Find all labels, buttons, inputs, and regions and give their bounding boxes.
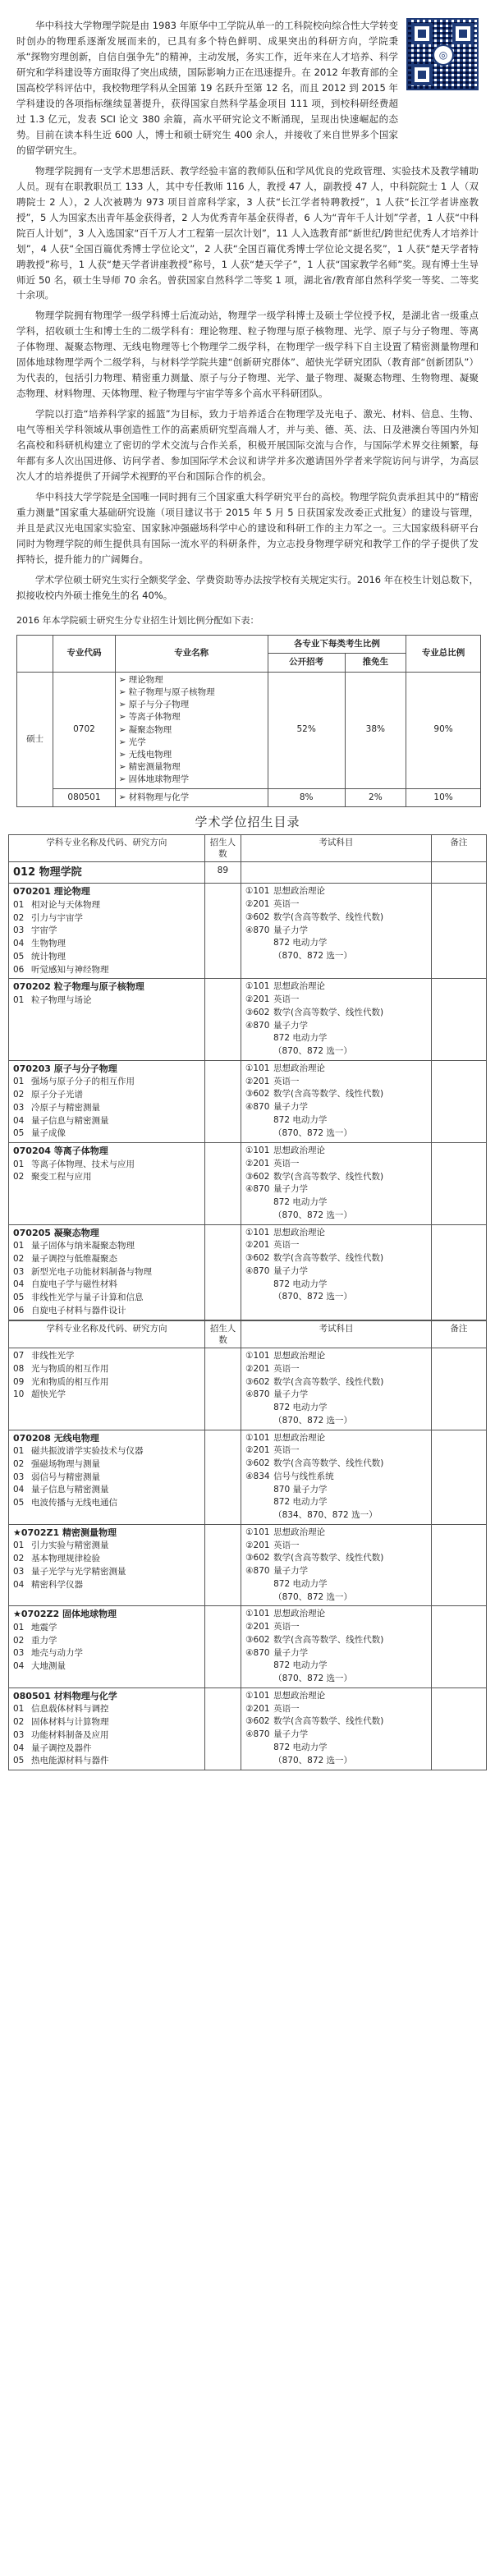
exam-subject: 872 电动力学 (273, 1197, 328, 1208)
exam-subject: ①101 思想政治理论 (245, 886, 325, 897)
subject-title: 070204 等离子体物理 (13, 1146, 108, 1157)
quota-header-code: 专业代码 (53, 636, 115, 673)
exam-subject: （870、872 选一） (273, 1210, 352, 1220)
exam-subject: （870、872 选一） (273, 1127, 352, 1138)
exam-subject: ③602 数学(含高等数学、线性代数) (245, 1716, 384, 1727)
exam-subject: ③602 数学(含高等数学、线性代数) (245, 1553, 384, 1564)
subject-title: 070201 理论物理 (13, 886, 90, 898)
exam-subject: ①101 思想政治理论 (245, 1527, 326, 1537)
exam-subject: ①101 思想政治理论 (245, 1063, 325, 1073)
catalog-subject-row (9, 1060, 487, 1142)
intro-paragraph: 物理学院拥有一支学术思想活跃、教学经验丰富的教师队伍和学风优良的党政管理、实验技术及教学辅助人员。现有在职教职员工 133 人，其中专任教师 116 人，教授 47 人，副教授 47 人，中科院院士 1 人（双聘院士 2 人），2 人次被聘为 973 项目首席科学家，3 人获“长江学者特聘教授”，1 人获“长江学者讲座教授”，5 人为国家杰出青年基金获得者，2 人为优秀青年基金获得者，6 人为“青年千人计划”学者，1 人获“中科院百人计划”，3 人入选国家“百千万人才工程第一层次计划”，11 人入选教育部“新世纪/跨世纪优秀人才培养计划”，4 人获“全国百篇优秀博士学位论文”，2 人获“全国百篇优秀博士学位论文提名奖”，1 人获“楚天学者特聘教授”称号，1 人获“楚天学者讲座教授”称号，1 人获“楚天学子”，1 人获“国家教学名师”奖。现有博士生导师近 50 名，硕士生导师 70 余名。曾获国家自然科学二等奖 1 项，湖北省/教育部自然科学奖一等奖、二等奖十余项。 (16, 164, 479, 301)
quota-header-recommend: 推免生 (345, 654, 406, 672)
research-direction: 05 量子成像 (13, 1128, 66, 1139)
remark-cell (431, 1524, 486, 1606)
exam-subject: 872 电动力学 (273, 938, 328, 948)
intro-paragraph: 物理学院拥有物理学一级学科博士后流动站，物理学一级学科博士及硕士学位授予权，是湖北省一级重点学科，招收硕士生和博士生的二级学科有：理论物理、粒子物理与原子核物理、光学、原子与分子物理、等离子体物理、凝聚态物理、无线电物理等七个物理学二级学科，在物理学一级学科下自主设置了精密测量物理和固体地球物理学两个二级学科，与材料学学院共建“创新研究群体”、超快光学研究团队（教育部“创新团队”）为代表的，包括引力物理、精密重力测量、原子与分子物理、光学、量子物理、凝聚态物理、生物物理、凝聚态物理、材料物理、天体物理、粒子物理与宇宙学等多个高水平科研团队。 (16, 310, 479, 400)
exam-subject: ①101 思想政治理论 (245, 1690, 326, 1701)
catalog-header-exam: 考试科目 (241, 834, 431, 861)
catalog-header-exam: 考试科目 (241, 1320, 432, 1348)
research-direction: 04 量子信息与精密测量 (13, 1115, 109, 1126)
quota-recommend: 38% (345, 672, 406, 788)
intro-paragraph: 华中科技大学学院是全国唯一同时拥有三个国家重大科学研究平台的高校。物理学院负责承担其中的“精密重力测量”国家重大基础研究设施（项目建议书于 2015 年 5 月 5 日获国家发改委正式批复）的建设与管理，并且是武汉光电国家实验室、国家脉冲强磁场科学中心的建设和科研工作的主力军之一。三大国家级科研平台同时为物理学院的师生提供具有国际一流水平的科研条件，为立志投身物理学研究和教学工作的学子提供了发挥特长，提升能力的广阔舞台。 (16, 491, 479, 565)
research-direction: 07 非线性光学 (13, 1351, 75, 1361)
research-direction: 02 强磁场物理与测量 (13, 1458, 100, 1469)
exam-subject: （870、872 选一） (273, 1674, 353, 1684)
exam-subject: （870、872 选一） (273, 1755, 353, 1766)
catalog-header-quota: 招生人数 (204, 834, 241, 861)
research-direction: 02 引力与宇宙学 (13, 912, 83, 923)
research-direction: 03 新型光电子功能材料制备与物理 (13, 1266, 152, 1277)
research-direction: 04 生物物理 (13, 939, 66, 949)
intro-body (0, 163, 495, 604)
catalog-title: 学术学位招生目录 (195, 814, 300, 829)
exam-subject: ①101 思想政治理论 (245, 1227, 325, 1237)
exam-subjects-cell (241, 1224, 431, 1320)
exam-subject: ④870 量子力学 (245, 925, 308, 935)
subject-cell (9, 1143, 205, 1225)
subject-title: ★0702Z2 固体地球物理 (13, 1609, 117, 1620)
exam-subject: ①101 思想政治理论 (245, 1432, 326, 1443)
remark-cell (431, 1687, 486, 1770)
exam-subject: 872 电动力学 (273, 1660, 328, 1671)
research-direction: 06 自旋电子材料与器件设计 (13, 1305, 126, 1316)
catalog-header-remark: 备注 (431, 1320, 486, 1348)
exam-subject: ②201 英语一 (245, 1703, 300, 1714)
subject-title: 070203 原子与分子物理 (13, 1063, 117, 1074)
quota-caption: 2016 年本学院硕士研究生分专业招生计划比例分配如下表： (16, 614, 259, 626)
subject-cell (9, 1687, 205, 1770)
catalog-table (8, 834, 487, 1320)
quota-open: 8% (268, 788, 345, 806)
exam-subjects-cell (241, 1430, 432, 1524)
exam-subject: 872 电动力学 (273, 1114, 328, 1125)
subject-cell (9, 1606, 205, 1688)
research-direction: 01 信息载体材料与调控 (13, 1704, 109, 1715)
quota-table (16, 635, 481, 807)
research-direction: 01 引力实验与精密测量 (13, 1541, 109, 1551)
exam-subject: ②201 英语一 (245, 1240, 300, 1251)
subject-cell (9, 884, 205, 979)
catalog-subject-row (9, 1524, 487, 1606)
exam-subject: ③602 数学(含高等数学、线性代数) (245, 1253, 384, 1264)
subject-cell (9, 979, 205, 1061)
exam-subjects-cell (241, 1687, 432, 1770)
department-quota: 89 (204, 862, 241, 884)
exam-subject: （870、872 选一） (273, 1415, 353, 1426)
department-name: 012 物理学院 (9, 862, 205, 884)
research-direction: 02 固体材料与计算物理 (13, 1717, 109, 1728)
research-direction: 01 量子固体与纳米凝聚态物理 (13, 1241, 135, 1251)
exam-subject: ①101 思想政治理论 (245, 1609, 326, 1619)
subject-cell (9, 1524, 205, 1606)
school-logo-icon: ◎ (433, 44, 454, 66)
exam-subject: ②201 英语一 (245, 994, 300, 1005)
research-direction: 08 光与物质的相互作用 (13, 1363, 109, 1374)
research-direction: 05 热电能源材料与器件 (13, 1756, 109, 1766)
research-direction: 04 量子调控及器件 (13, 1743, 92, 1753)
quota-header-open: 公开招考 (268, 654, 345, 672)
quota-open: 52% (268, 672, 345, 788)
exam-subjects-cell (241, 1348, 432, 1430)
exam-subject: ④834 信号与线性系统 (245, 1471, 334, 1481)
research-direction: 04 大地测量 (13, 1661, 66, 1672)
exam-subject: ②201 英语一 (245, 1622, 300, 1632)
exam-subject: （870、872 选一） (273, 1591, 353, 1602)
remark-cell (431, 1606, 486, 1688)
exam-subject: ③602 数学(含高等数学、线性代数) (245, 1089, 384, 1100)
intro-paragraph: 学院以打造“培养科学家的摇篮”为目标，致力于培养适合在物理学及光电子、激光、材料、信息、生物、电气等相关学科领域从事创造性工作的高素质研究型高端人才，并与美、德、英、法、日及港澳台等国内外知名高校和科研机构建立了密切的学术交流与合作关系，积极开展国际交流与合作，与国际学术界交往频繁，每年都有多人次出国进修、访问学者、参加国际学术会议和讲学并多次邀请国外学者来学院访问与讲学，为高层次人才的培养提供了开阔学术视野的平台和国际合作的机会。 (16, 408, 479, 483)
research-direction: 01 磁共振波谱学实验技术与仪器 (13, 1446, 144, 1457)
exam-subject: ③602 数学(含高等数学、线性代数) (245, 1376, 384, 1387)
exam-subject: ④870 量子力学 (245, 1265, 308, 1276)
exam-subject: 872 电动力学 (273, 1279, 328, 1289)
research-direction: 01 地震学 (13, 1622, 57, 1632)
subject-cell (9, 1348, 205, 1430)
exam-subject: ①101 思想政治理论 (245, 981, 325, 992)
research-direction: 02 基本物理规律检验 (13, 1554, 100, 1564)
intro-first-paragraph-box (16, 18, 406, 158)
quota-row (17, 788, 481, 806)
research-direction: 02 重力学 (13, 1635, 57, 1646)
exam-subject: ②201 英语一 (245, 1076, 300, 1086)
exam-subjects-cell (241, 1143, 431, 1225)
quota-code: 080501 (53, 788, 115, 806)
research-direction: 03 地壳与动力学 (13, 1648, 83, 1659)
research-direction: 04 精密科学仪器 (13, 1579, 83, 1590)
quota-directions: ➢ 理论物理 ➢ 粒子物理与原子核物理 ➢ 原子与分子物理 ➢ 等离子体物理 ➢ 凝聚态物理 ➢ 光学 ➢ 无线电物理 ➢ 精密测量物理 ➢ 固体地球物理学 (115, 672, 268, 788)
subject-cell (9, 1430, 205, 1524)
exam-subject: 872 电动力学 (273, 1578, 328, 1589)
exam-subject: ④870 量子力学 (245, 1566, 309, 1577)
remark-cell (431, 1143, 486, 1225)
catalog-subject-row (9, 1430, 487, 1524)
exam-subject: ④870 量子力学 (245, 1102, 308, 1113)
catalog-table-continued (8, 1320, 487, 1770)
qr-code-icon (406, 18, 479, 90)
exam-subject: ③602 数学(含高等数学、线性代数) (245, 1007, 384, 1017)
catalog-subject-row (9, 1348, 487, 1430)
catalog-header-remark: 备注 (431, 834, 486, 861)
exam-subject: ④870 量子力学 (245, 1184, 308, 1195)
quota-category: 硕士 (17, 672, 53, 806)
exam-subject: 872 电动力学 (273, 1033, 328, 1044)
research-direction: 01 相对论与天体物理 (13, 899, 100, 910)
research-direction: 04 量子信息与精密测量 (13, 1485, 109, 1495)
research-direction: 01 粒子物理与场论 (13, 994, 92, 1005)
exam-subject: ③602 数学(含高等数学、线性代数) (245, 911, 384, 922)
exam-subject: ②201 英语一 (245, 899, 300, 910)
catalog-header-quota: 招生人数 (205, 1320, 241, 1348)
exam-subject: 872 电动力学 (273, 1497, 328, 1508)
exam-subjects-cell (241, 1524, 432, 1606)
catalog-department-row (9, 862, 487, 884)
exam-subject: （870、872 选一） (273, 1046, 352, 1057)
exam-subject: ②201 英语一 (245, 1445, 300, 1456)
research-direction: 01 等离子体物理、技术与应用 (13, 1159, 135, 1169)
remark-cell (431, 1348, 486, 1430)
intro-paragraph: 华中科技大学物理学院是由 1983 年原华中工学院从单一的工科院校向综合性大学转变时创办的物理系逐渐发展而来的，已具有多个特色鲜明、成果突出的科研方向，学院秉承“探物穷理创新，自信自强争先”的精神，主动发展，务实工作，近年来在人才培养、科学研究和学科建设等方面取得了突出成绩，国际影响力正在迅速提升。在 2012 年教育部的全国高校学科评估中，我校物理学科从全国第 19 名跃升至第 12 名，而且 2012 到 2015 年学科建设的各项指标继续显著提升，获得国家自然科学基金项目 111 项，到校科研经费超过 1.3 亿元，发表 SCI 论文 380 余篇，高水平研究论文不断涌现，呈现出快速崛起的态势。目前在读本科生近 600 人，博士和硕士研究生 400 余人，并接收了来自世界多个国家的留学研究生。 (16, 20, 398, 156)
quota-total: 10% (406, 788, 481, 806)
exam-subject: （834、870、872 选一） (273, 1510, 378, 1521)
quota-header-category (17, 636, 53, 673)
quota-header-total: 专业总比例 (406, 636, 481, 673)
subject-title: 070202 粒子物理与原子核物理 (13, 981, 144, 993)
intro-paragraph: 学术学位硕士研究生实行全额奖学金、学费资助等办法按学校有关规定实行。2016 年在校生计划总数下，拟接收校内外硕士推免生的名 40%。 (16, 573, 479, 601)
exam-subject: ①101 思想政治理论 (245, 1146, 325, 1156)
subject-title: 080501 材料物理与化学 (13, 1690, 117, 1701)
subject-cell (9, 1224, 205, 1320)
research-direction: 03 冷原子与精密测量 (13, 1102, 100, 1113)
subject-title: ★0702Z1 精密测量物理 (13, 1527, 117, 1538)
exam-subject: ②201 英语一 (245, 1540, 300, 1550)
quota-directions: ➢ 材料物理与化学 (115, 788, 268, 806)
exam-subjects-cell (241, 1060, 431, 1142)
exam-subject: ③602 数学(含高等数学、线性代数) (245, 1634, 384, 1645)
exam-subject: ③602 数学(含高等数学、线性代数) (245, 1171, 384, 1182)
research-direction: 04 自旋电子学与磁性材料 (13, 1279, 117, 1290)
research-direction: 02 原子分子光谱 (13, 1090, 83, 1100)
exam-subject: ④870 量子力学 (245, 1389, 309, 1400)
quota-header-name: 专业名称 (115, 636, 268, 673)
catalog-header-major: 学科专业名称及代码、研究方向 (9, 1320, 205, 1348)
catalog-subject-row (9, 1224, 487, 1320)
research-direction: 03 弱信号与精密测量 (13, 1472, 100, 1482)
remark-cell (431, 1224, 486, 1320)
quota-row (17, 672, 481, 788)
remark-cell (431, 979, 486, 1061)
research-direction: 09 光和物质的相互作用 (13, 1376, 109, 1387)
exam-subject: （870、872 选一） (273, 1292, 352, 1302)
remark-cell (431, 1430, 486, 1524)
exam-subject: ④870 量子力学 (245, 1729, 309, 1740)
exam-subjects-cell (241, 884, 431, 979)
research-direction: 10 超快光学 (13, 1389, 66, 1400)
research-direction: 01 强场与原子分子的相互作用 (13, 1077, 135, 1087)
exam-subject: ②201 英语一 (245, 1158, 300, 1169)
exam-subjects-cell (241, 1606, 432, 1688)
intro-header (0, 0, 495, 158)
subject-cell (9, 1060, 205, 1142)
research-direction: 05 电波传播与无线电通信 (13, 1498, 117, 1508)
quota-recommend: 2% (345, 788, 406, 806)
quota-total: 90% (406, 672, 481, 788)
catalog-subject-row (9, 979, 487, 1061)
exam-subject: ②201 英语一 (245, 1363, 300, 1374)
research-direction: 05 统计物理 (13, 951, 66, 962)
quota-code: 0702 (53, 672, 115, 788)
research-direction: 05 非线性光学与量子计算和信息 (13, 1293, 144, 1303)
catalog-subject-row (9, 884, 487, 979)
quota-header-ratio-group: 各专业下每类考生比例 (268, 636, 406, 654)
remark-cell (431, 1060, 486, 1142)
subject-title: 070208 无线电物理 (13, 1432, 99, 1444)
subject-title: 070205 凝聚态物理 (13, 1227, 99, 1238)
research-direction: 03 功能材料制备及应用 (13, 1729, 109, 1740)
exam-subject: （870、872 选一） (273, 951, 352, 962)
exam-subjects-cell (241, 979, 431, 1061)
exam-subject: ④870 量子力学 (245, 1647, 309, 1658)
exam-subject: 872 电动力学 (273, 1742, 328, 1752)
catalog-subject-row (9, 1606, 487, 1688)
catalog-subject-row (9, 1143, 487, 1225)
catalog-header-major: 学科专业名称及代码、研究方向 (9, 834, 205, 861)
exam-subject: 872 电动力学 (273, 1403, 328, 1413)
research-direction: 02 量子调控与低维凝聚态 (13, 1253, 117, 1264)
research-direction: 03 量子光学与光学精密测量 (13, 1566, 126, 1577)
remark-cell (431, 884, 486, 979)
exam-subject: ③602 数学(含高等数学、线性代数) (245, 1458, 384, 1469)
exam-subject: ④870 量子力学 (245, 1020, 308, 1031)
catalog-subject-row (9, 1687, 487, 1770)
exam-subject: ①101 思想政治理论 (245, 1351, 326, 1361)
research-direction: 03 宇宙学 (13, 925, 57, 936)
research-direction: 06 听觉感知与神经物理 (13, 964, 109, 975)
research-direction: 02 聚变工程与应用 (13, 1172, 92, 1182)
exam-subject: 870 量子力学 (273, 1484, 328, 1495)
